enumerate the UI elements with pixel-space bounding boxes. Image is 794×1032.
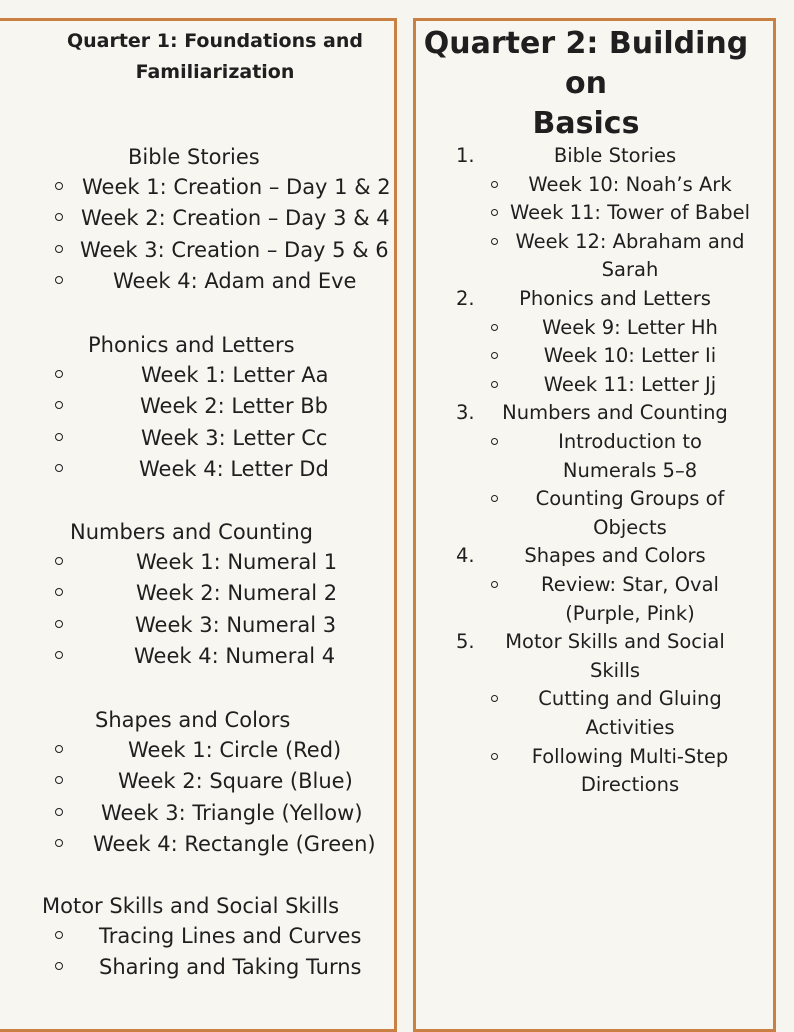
hollow-circle-bullet-icon	[55, 776, 63, 784]
quarter1-panel	[0, 18, 397, 1032]
q1-list-item-text: Week 4: Rectangle (Green)	[93, 831, 376, 856]
q1-list-item-text: Week 1: Creation – Day 1 & 2	[82, 175, 391, 199]
hollow-circle-bullet-icon	[491, 209, 498, 216]
q2-section-heading: Skills	[589, 658, 641, 682]
q1-list-item	[0, 391, 400, 422]
quarter1-title-line1: Quarter 1: Foundations and	[66, 30, 364, 52]
q2-section-number: 1.	[456, 144, 475, 167]
q2-list-item-text: Week 9: Letter Hh	[542, 315, 718, 339]
q2-list-item-text: Directions	[580, 773, 680, 797]
quarter1-title	[0, 26, 430, 88]
hollow-circle-bullet-icon	[55, 433, 63, 441]
hollow-circle-bullet-icon	[55, 588, 63, 596]
hollow-circle-bullet-icon	[491, 324, 498, 331]
q2-section-number: 5.	[456, 630, 475, 654]
q1-list-item	[0, 766, 400, 797]
hollow-circle-bullet-icon	[55, 839, 63, 847]
q1-list-item-text: Week 3: Letter Cc	[141, 425, 328, 450]
q1-list-item-text: Week 4: Numeral 4	[134, 643, 336, 668]
q1-list-item-text: Week 2: Numeral 2	[136, 581, 338, 606]
hollow-circle-bullet-icon	[55, 464, 63, 472]
q1-list-item-text: Week 4: Adam and Eve	[113, 268, 357, 293]
q1-list-item-text: Tracing Lines and Curves	[99, 924, 362, 948]
quarter2-title-line2: Basics	[532, 106, 640, 141]
q2-list-item-text: Objects	[593, 515, 667, 539]
hollow-circle-bullet-icon	[55, 276, 63, 284]
q2-list-item-text: Week 11: Tower of Babel	[509, 201, 750, 225]
q2-list-item-text: Week 10: Noah’s Ark	[528, 172, 732, 196]
q1-list-item	[0, 578, 400, 609]
q2-section-number: 4.	[456, 544, 475, 568]
q1-list-item	[0, 952, 400, 983]
hollow-circle-bullet-icon	[55, 808, 63, 816]
hollow-circle-bullet-icon	[55, 651, 63, 659]
q1-list-item	[0, 610, 400, 641]
hollow-circle-bullet-icon	[55, 962, 63, 970]
q2-list-item-text: Week 10: Letter Ii	[543, 344, 717, 368]
hollow-circle-bullet-icon	[491, 438, 498, 445]
q1-list-item	[0, 423, 400, 454]
q1-list-item-text: Week 4: Letter Dd	[139, 456, 329, 481]
quarter1-title-line2: Familiarization	[135, 61, 295, 83]
q2-section-heading: Bible Stories	[553, 144, 677, 167]
q2-list-item-text: Activities	[585, 716, 675, 739]
hollow-circle-bullet-icon	[55, 245, 63, 253]
q1-list-item-text: Week 1: Numeral 1	[136, 550, 338, 574]
q2-list-item-text: (Purple, Pink)	[565, 601, 695, 625]
q1-list-item	[0, 454, 400, 485]
q1-list-item	[0, 547, 400, 578]
hollow-circle-bullet-icon	[55, 557, 63, 565]
hollow-circle-bullet-icon	[491, 381, 498, 388]
hollow-circle-bullet-icon	[55, 182, 63, 190]
q1-list-item	[0, 235, 400, 266]
q2-section-number: 2.	[456, 287, 475, 310]
q1-list-item	[0, 360, 400, 391]
hollow-circle-bullet-icon	[55, 620, 63, 628]
hollow-circle-bullet-icon	[491, 238, 498, 245]
q2-section-heading: Numbers and Counting	[502, 401, 728, 425]
q1-list-item	[0, 829, 400, 860]
q1-list-item-text: Week 3: Triangle (Yellow)	[101, 800, 363, 825]
q1-list-item	[0, 641, 400, 672]
q1-section-heading: Bible Stories	[128, 145, 260, 169]
q2-section-heading: Motor Skills and Social	[505, 630, 725, 654]
q2-section-number: 3.	[456, 401, 475, 425]
hollow-circle-bullet-icon	[491, 181, 498, 188]
q2-list-item-text: Numerals 5–8	[562, 458, 698, 482]
q2-list-item-text: Week 11: Letter Jj	[543, 372, 717, 396]
q1-list-item-text: Sharing and Taking Turns	[99, 955, 362, 980]
q2-list-item-text: Week 12: Abraham and	[515, 229, 745, 253]
hollow-circle-bullet-icon	[491, 352, 498, 359]
quarter2-title-line1: Quarter 2: Building on	[423, 26, 749, 101]
hollow-circle-bullet-icon	[55, 401, 63, 409]
q1-list-item	[0, 172, 400, 203]
q2-list-item-text: Counting Groups of	[535, 487, 725, 511]
q1-section-heading: Phonics and Letters	[88, 333, 295, 357]
q2-list-item-text: Introduction to	[558, 430, 702, 453]
q1-section-heading: Motor Skills and Social Skills	[42, 894, 340, 918]
hollow-circle-bullet-icon	[491, 581, 498, 588]
hollow-circle-bullet-icon	[491, 695, 498, 702]
hollow-circle-bullet-icon	[55, 370, 63, 378]
q1-section-heading: Shapes and Colors	[95, 708, 291, 732]
q1-section-heading: Numbers and Counting	[70, 520, 313, 544]
hollow-circle-bullet-icon	[491, 495, 498, 502]
q1-list-item-text: Week 1: Circle (Red)	[128, 738, 342, 762]
q1-list-item-text: Week 2: Square (Blue)	[118, 769, 353, 794]
q1-list-item	[0, 798, 400, 829]
quarter2-panel	[413, 18, 776, 1032]
q1-list-item	[0, 735, 400, 766]
q1-list-item-text: Week 3: Numeral 3	[135, 612, 337, 637]
hollow-circle-bullet-icon	[491, 753, 498, 760]
q1-list-item-text: Week 3: Creation – Day 5 & 6	[80, 237, 389, 262]
q2-list-item-text: Review: Star, Oval	[541, 573, 719, 596]
q1-list-item	[0, 921, 400, 952]
q2-list-item-text: Cutting and Gluing	[538, 687, 722, 711]
hollow-circle-bullet-icon	[55, 213, 63, 221]
q2-list-item-text: Following Multi-Step	[531, 744, 729, 768]
q1-list-item-text: Week 2: Creation – Day 3 & 4	[81, 206, 390, 231]
q1-list-item-text: Week 1: Letter Aa	[141, 363, 329, 387]
quarter2-title	[416, 24, 756, 144]
q2-section-heading: Shapes and Colors	[524, 544, 706, 568]
q2-list-item-text: Sarah	[601, 258, 659, 282]
hollow-circle-bullet-icon	[55, 931, 63, 939]
q1-list-item	[0, 266, 400, 297]
q1-list-item-text: Week 2: Letter Bb	[140, 394, 329, 419]
q2-section-heading: Phonics and Letters	[519, 287, 711, 310]
q1-list-item	[0, 203, 400, 234]
hollow-circle-bullet-icon	[55, 745, 63, 753]
